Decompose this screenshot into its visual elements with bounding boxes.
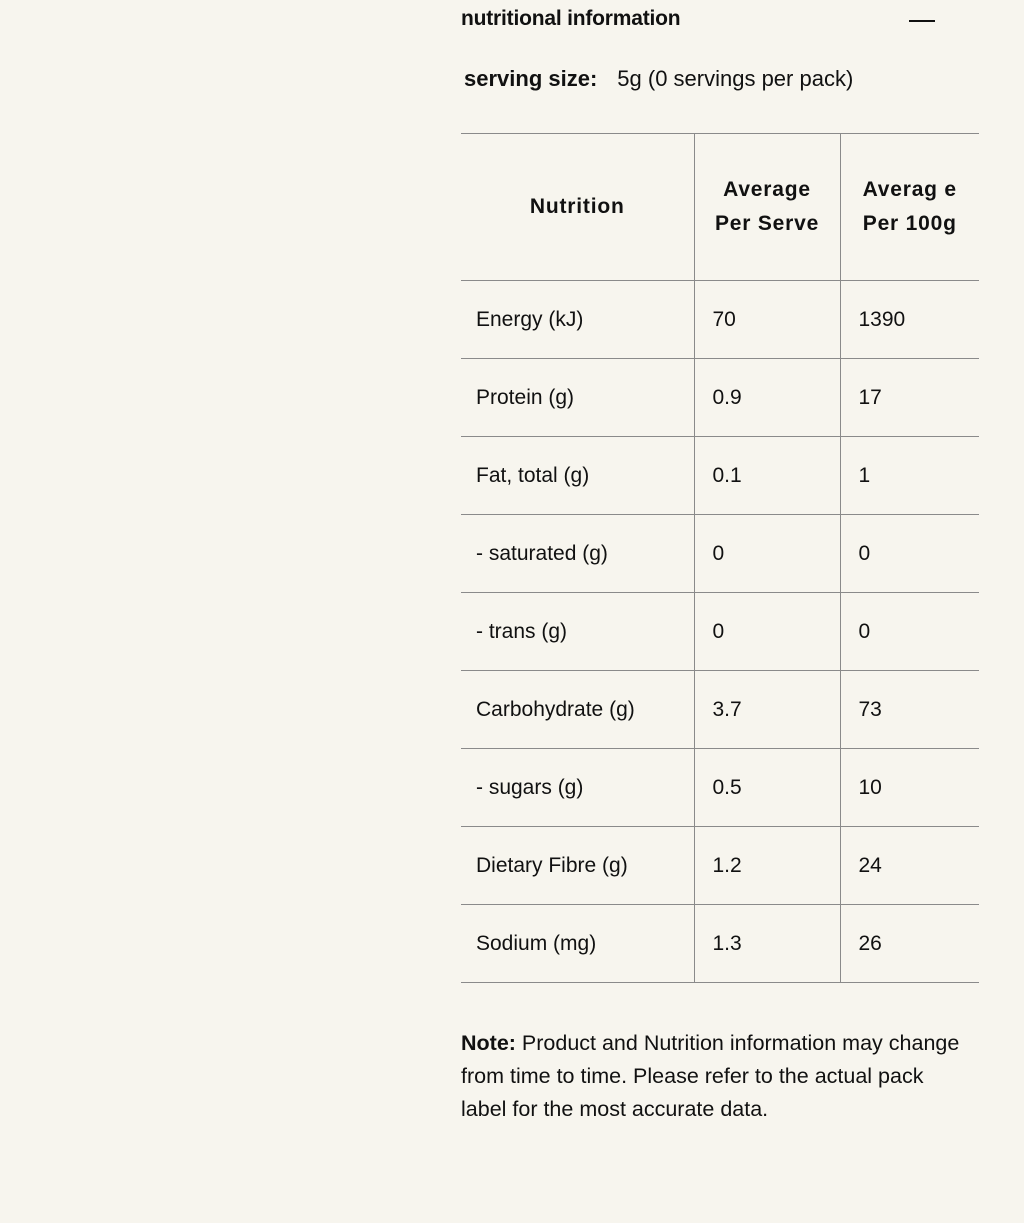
table-row <box>461 437 979 515</box>
nutrition-table <box>461 133 979 983</box>
per-serve-value: 0.1 <box>694 437 840 515</box>
nutrient-name: Carbohydrate (g) <box>461 671 694 749</box>
nutrient-name: Energy (kJ) <box>461 281 694 359</box>
serving-size <box>464 66 853 92</box>
table-row <box>461 749 979 827</box>
table-row <box>461 827 979 905</box>
table-row <box>461 593 979 671</box>
accordion-title: nutritional information <box>461 7 681 30</box>
header-average-per-serve: Average Per Serve <box>694 134 840 281</box>
nutrient-name: - trans (g) <box>461 593 694 671</box>
table-row <box>461 281 979 359</box>
header-nutrition: Nutrition <box>461 134 694 281</box>
serving-size-value: 5g (0 servings per pack) <box>617 66 854 91</box>
nutrient-name: - sugars (g) <box>461 749 694 827</box>
table-row <box>461 359 979 437</box>
minus-icon[interactable] <box>908 8 936 34</box>
per-serve-value: 1.2 <box>694 827 840 905</box>
per-100g-value: 0 <box>840 515 979 593</box>
nutrient-name: Dietary Fibre (g) <box>461 827 694 905</box>
nutrient-name: Protein (g) <box>461 359 694 437</box>
note-text: Product and Nutrition information may change from time to time. Please refer to the actual pack label for the most accurate data. <box>461 1030 960 1121</box>
per-serve-value: 1.3 <box>694 905 840 983</box>
nutrient-name: Fat, total (g) <box>461 437 694 515</box>
per-100g-value: 0 <box>840 593 979 671</box>
table-row <box>461 515 979 593</box>
per-serve-value: 3.7 <box>694 671 840 749</box>
nutrition-panel <box>461 0 979 1121</box>
per-100g-value: 10 <box>840 749 979 827</box>
table-row <box>461 671 979 749</box>
disclaimer-note <box>461 1027 961 1126</box>
per-100g-value: 1 <box>840 437 979 515</box>
table-header-row <box>461 134 979 281</box>
nutrient-name: Sodium (mg) <box>461 905 694 983</box>
nutrient-name: - saturated (g) <box>461 515 694 593</box>
per-100g-value: 26 <box>840 905 979 983</box>
per-100g-value: 1390 <box>840 281 979 359</box>
per-serve-value: 0.9 <box>694 359 840 437</box>
table-row <box>461 905 979 983</box>
per-serve-value: 70 <box>694 281 840 359</box>
serving-size-label: serving size: <box>464 66 598 91</box>
per-serve-value: 0.5 <box>694 749 840 827</box>
per-100g-value: 24 <box>840 827 979 905</box>
note-label: Note: <box>461 1030 516 1055</box>
nutrition-accordion-header[interactable] <box>461 0 979 40</box>
per-serve-value: 0 <box>694 515 840 593</box>
per-100g-value: 17 <box>840 359 979 437</box>
header-average-per-100g: Averag e Per 100g <box>840 134 979 281</box>
per-serve-value: 0 <box>694 593 840 671</box>
per-100g-value: 73 <box>840 671 979 749</box>
